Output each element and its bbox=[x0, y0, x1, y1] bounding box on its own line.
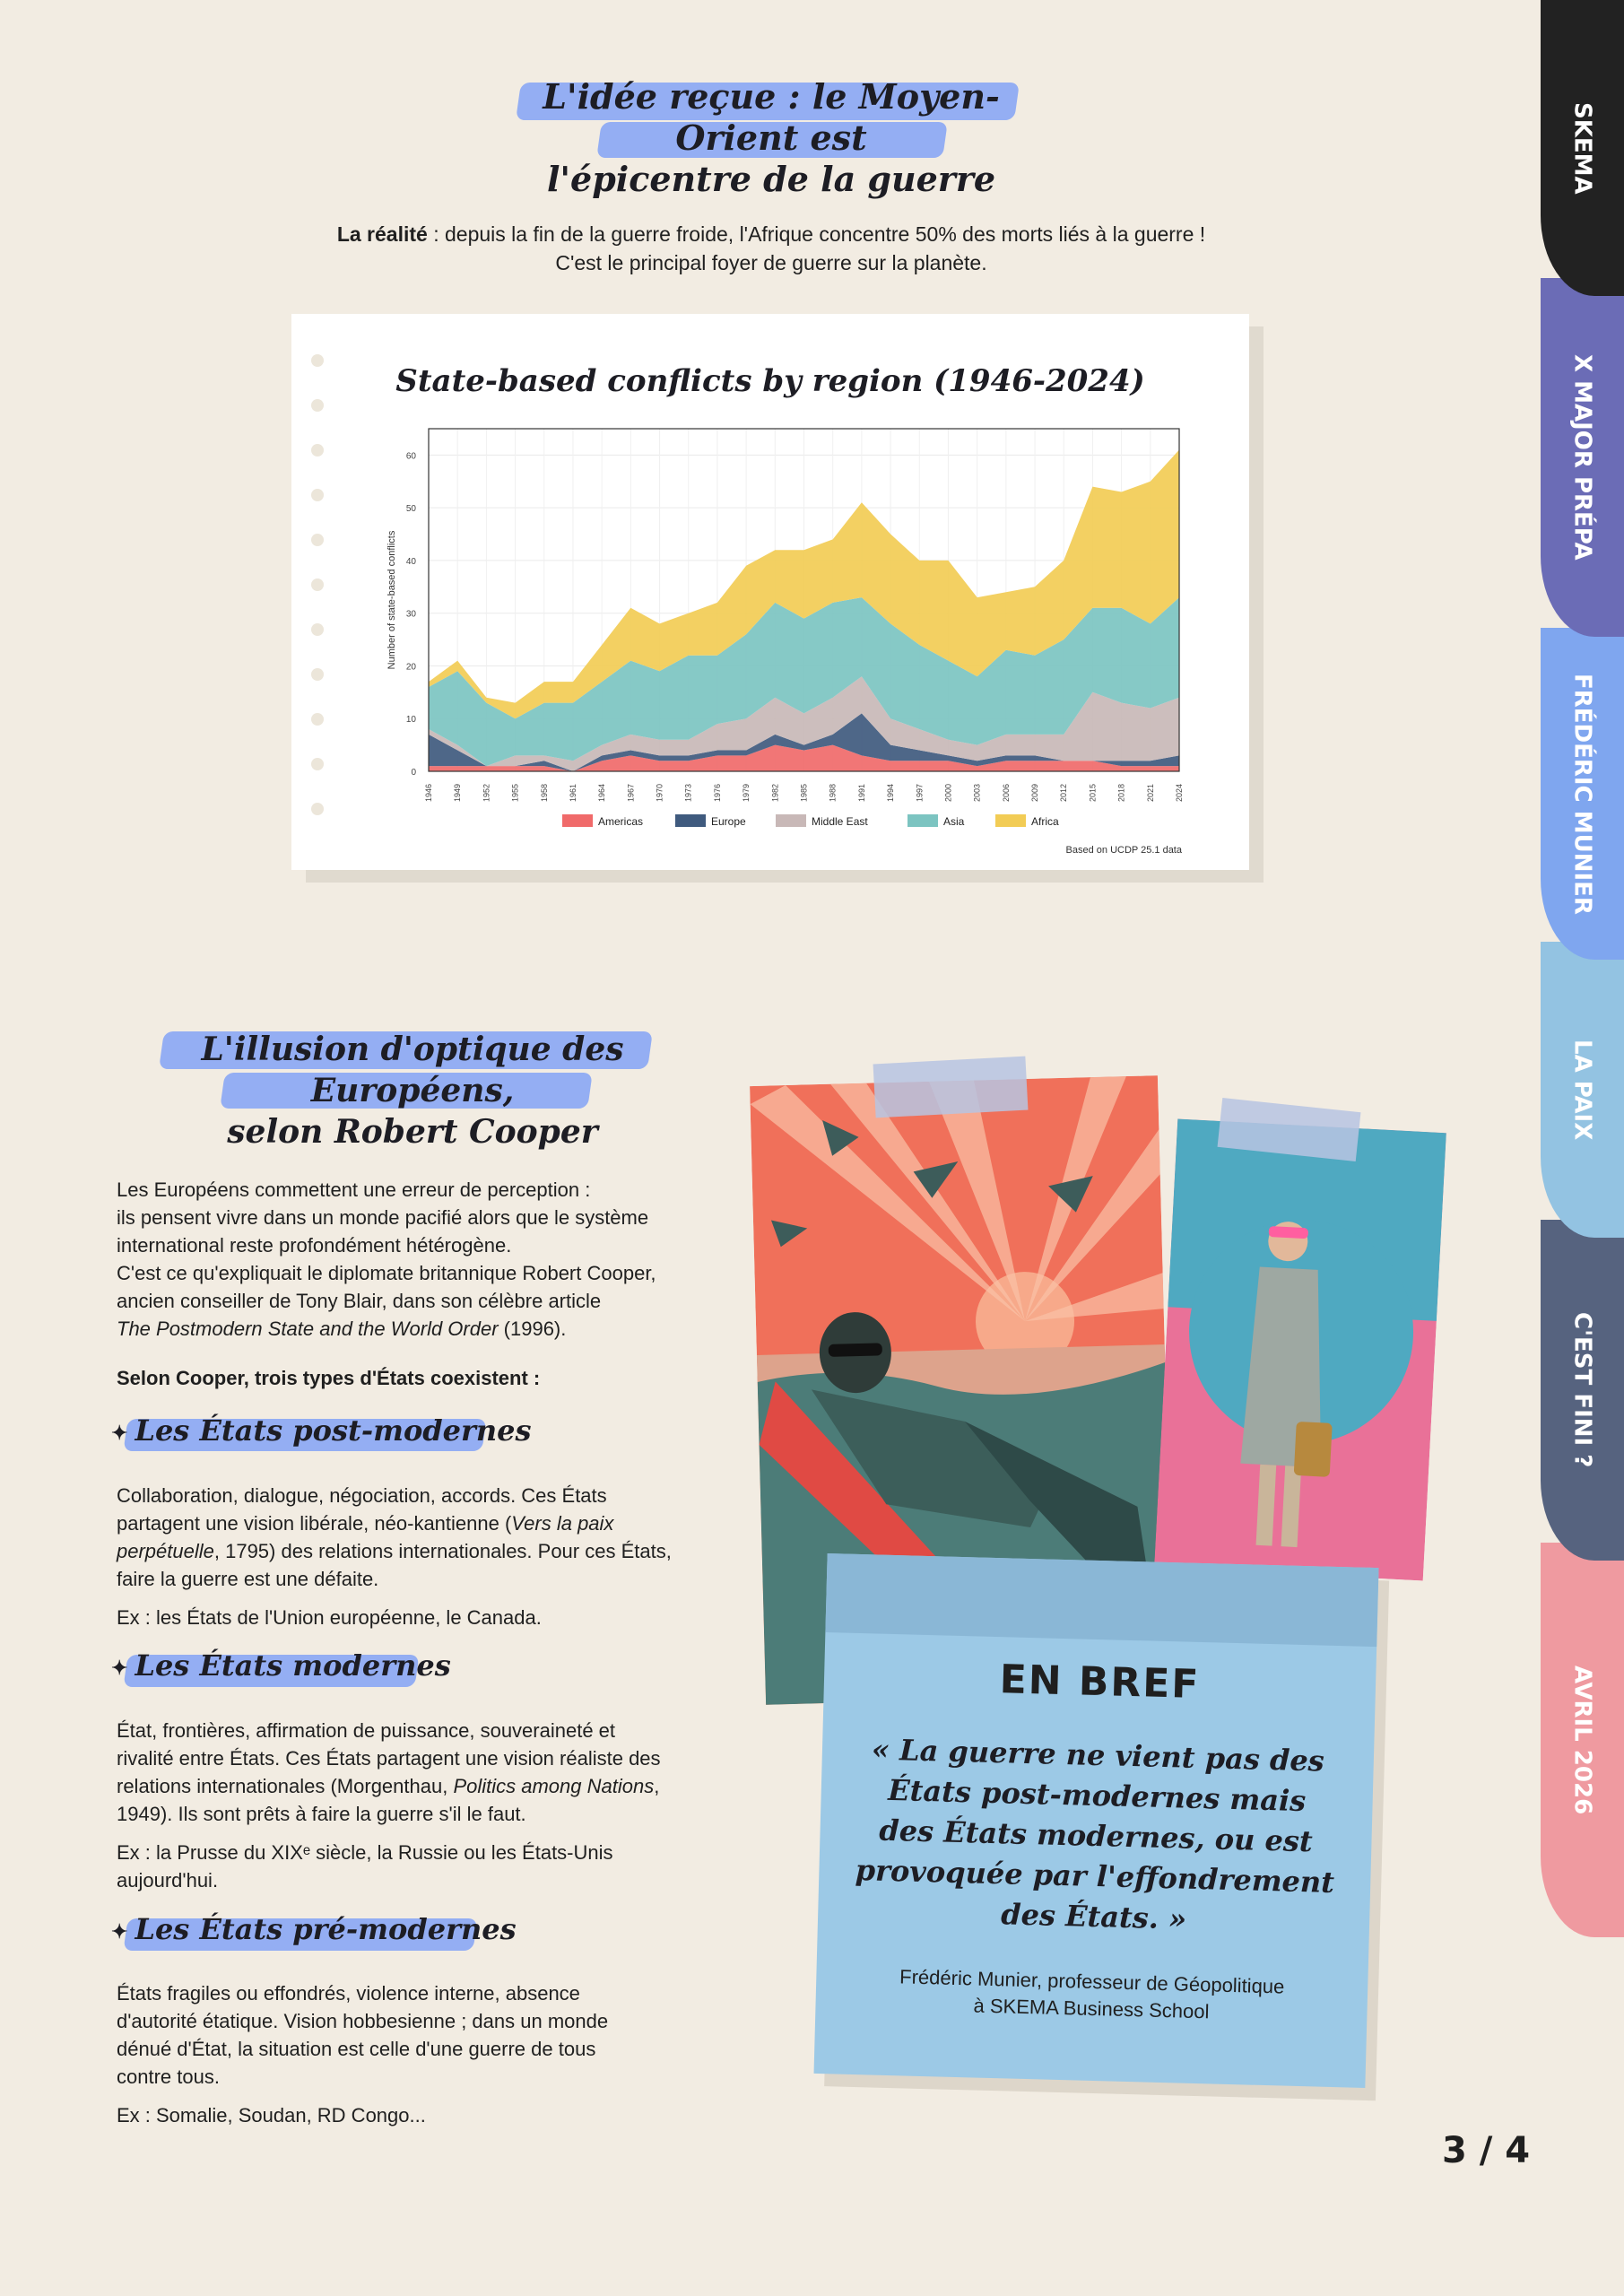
tab-5[interactable] bbox=[1541, 1220, 1624, 1561]
note-quote: « La guerre ne vient pas des États post-modernes mais des États modernes, ou est provoquée par l'effondrement des États. » bbox=[855, 1732, 1335, 1936]
x-tick-label: 1994 bbox=[886, 784, 896, 803]
x-tick-label: 2003 bbox=[972, 784, 982, 803]
title2-line-2: selon Robert Cooper bbox=[227, 1113, 598, 1151]
x-tick-label: 2015 bbox=[1088, 784, 1098, 803]
section-title-idee-recue bbox=[502, 76, 1040, 200]
book-title: Politics among Nations bbox=[453, 1775, 655, 1797]
text-span: , bbox=[654, 1775, 660, 1797]
text-span: relations internationales (Morgenthau, bbox=[117, 1775, 454, 1797]
title2-line-1: L'illusion d'optique des Européens, bbox=[201, 1031, 624, 1109]
x-tick-label: 2012 bbox=[1059, 784, 1069, 803]
tab-3[interactable] bbox=[1541, 628, 1624, 960]
x-tick-label: 1967 bbox=[626, 784, 636, 803]
sparkle-icon: ✦ bbox=[111, 1656, 128, 1680]
author-line: à SKEMA Business School bbox=[973, 1994, 1210, 2023]
tab-1[interactable] bbox=[1541, 0, 1624, 296]
body-line bbox=[117, 1537, 726, 1565]
chart-source: Based on UCDP 25.1 data bbox=[1065, 845, 1182, 856]
body-line bbox=[117, 1509, 726, 1537]
page-number: 3 / 4 bbox=[1442, 2130, 1531, 2171]
subheading-text: Les États modernes bbox=[135, 1648, 451, 1683]
legend-label: Americas bbox=[598, 815, 644, 828]
tab-label: LA PAIX bbox=[1568, 1039, 1596, 1141]
x-tick-label: 1952 bbox=[482, 784, 491, 803]
x-tick-label: 1976 bbox=[712, 784, 722, 803]
body-line: 1949). Ils sont prêts à faire la guerre s'il le faut. bbox=[117, 1803, 526, 1825]
note-tape bbox=[825, 1553, 1378, 1647]
intro-line: ancien conseiller de Tony Blair, dans son célèbre article bbox=[117, 1290, 602, 1312]
body-line: État, frontières, affirmation de puissance, souveraineté et bbox=[117, 1719, 616, 1742]
subheading-premodern bbox=[111, 1912, 517, 1946]
note-author bbox=[842, 1962, 1341, 2030]
x-tick-label: 1955 bbox=[510, 784, 520, 803]
body-line: dénué d'État, la situation est celle d'une guerre de tous bbox=[117, 2038, 596, 2060]
types-heading: Selon Cooper, trois types d'États coexistent : bbox=[117, 1367, 541, 1389]
x-tick-label: 1958 bbox=[539, 784, 549, 803]
section-title-illusion bbox=[152, 1029, 673, 1152]
x-tick-label: 2009 bbox=[1030, 784, 1040, 803]
tab-6[interactable] bbox=[1541, 1543, 1624, 1937]
body-line: d'autorité étatique. Vision hobbesienne ; dans un monde bbox=[117, 2010, 609, 2032]
subheading-postmodern bbox=[111, 1413, 532, 1448]
body-line: contre tous. bbox=[117, 2066, 220, 2088]
tab-label: X MAJOR PRÉPA bbox=[1568, 354, 1596, 561]
y-tick-label: 60 bbox=[405, 451, 416, 462]
y-tick-label: 0 bbox=[411, 768, 416, 778]
x-tick-label: 1982 bbox=[770, 784, 780, 803]
intro-line: Les Européens commettent une erreur de perception : bbox=[117, 1178, 591, 1201]
body-line bbox=[117, 1772, 726, 1800]
article-title: The Postmodern State and the World Order bbox=[117, 1318, 499, 1340]
chart-card bbox=[291, 314, 1249, 870]
reality-text-2: C'est le principal foyer de guerre sur la planète. bbox=[555, 251, 987, 274]
tab-4[interactable] bbox=[1541, 942, 1624, 1238]
intro-line: C'est ce qu'expliquait le diplomate britannique Robert Cooper, bbox=[117, 1262, 656, 1284]
intro-line: international reste profondément hétérogène. bbox=[117, 1234, 512, 1257]
tab-label: C'EST FINI ? bbox=[1568, 1312, 1596, 1468]
x-tick-label: 1997 bbox=[915, 784, 925, 803]
modern-text bbox=[117, 1717, 726, 1894]
example-line: Ex : Somalie, Soudan, RD Congo... bbox=[117, 2104, 426, 2126]
title-line-1: L'idée reçue : le Moyen-Orient est bbox=[543, 76, 1000, 158]
author-line: Frédéric Munier, professeur de Géopolitique bbox=[899, 1965, 1285, 1998]
tab-label: AVRIL 2026 bbox=[1568, 1665, 1596, 1815]
body-line: États fragiles ou effondrés, violence interne, absence bbox=[117, 1982, 580, 2005]
legend-label: Europe bbox=[711, 815, 746, 828]
x-tick-label: 2024 bbox=[1175, 784, 1184, 803]
book-title: perpétuelle bbox=[117, 1540, 214, 1562]
x-tick-label: 1988 bbox=[828, 784, 838, 803]
y-tick-label: 30 bbox=[405, 609, 416, 620]
legend-label: Asia bbox=[943, 815, 965, 828]
sparkle-icon: ✦ bbox=[111, 1421, 128, 1445]
cooper-intro bbox=[117, 1176, 726, 1392]
tab-label: FRÉDÉRIC MUNIER bbox=[1568, 673, 1596, 915]
x-tick-label: 1961 bbox=[568, 784, 578, 803]
tab-label: SKEMA bbox=[1568, 101, 1596, 195]
x-tick-label: 1964 bbox=[597, 784, 607, 803]
tape bbox=[873, 1057, 1029, 1118]
y-tick-label: 40 bbox=[405, 556, 416, 567]
reality-label: La réalité bbox=[336, 222, 428, 246]
reality-intro bbox=[269, 220, 1273, 277]
example-line: Ex : la Prusse du XIXᵉ siècle, la Russie ou les États-Unis bbox=[117, 1841, 613, 1864]
example-line: Ex : les États de l'Union européenne, le Canada. bbox=[117, 1606, 542, 1629]
note-title: EN BREF bbox=[999, 1657, 1202, 1708]
title-line-2: l'épicentre de la guerre bbox=[546, 159, 996, 199]
en-bref-note bbox=[814, 1553, 1379, 2088]
text-span: , 1795) des relations internationales. Pour ces États, bbox=[213, 1540, 672, 1562]
x-tick-label: 2018 bbox=[1116, 784, 1126, 803]
x-tick-label: 1946 bbox=[424, 784, 433, 803]
subheading-text: Les États post-modernes bbox=[135, 1413, 532, 1448]
body-line: faire la guerre est une défaite. bbox=[117, 1568, 379, 1590]
x-tick-label: 1979 bbox=[742, 784, 751, 803]
illustration-old-man bbox=[1154, 1118, 1446, 1580]
subheading-modern bbox=[111, 1648, 451, 1683]
intro-line: ils pensent vivre dans un monde pacifié alors que le système bbox=[117, 1206, 649, 1229]
x-tick-label: 2021 bbox=[1145, 784, 1155, 803]
tab-2[interactable] bbox=[1541, 278, 1624, 637]
x-tick-label: 1985 bbox=[799, 784, 809, 803]
sparkle-icon: ✦ bbox=[111, 1919, 128, 1944]
reality-text: : depuis la fin de la guerre froide, l'Afrique concentre 50% des morts liés à la guerre ! bbox=[427, 222, 1206, 246]
legend-swatch bbox=[562, 814, 593, 827]
article-year: (1996). bbox=[498, 1318, 567, 1340]
x-tick-label: 1991 bbox=[856, 784, 866, 803]
legend-swatch bbox=[908, 814, 938, 827]
y-tick-label: 50 bbox=[405, 504, 416, 515]
example-line: aujourd'hui. bbox=[117, 1869, 219, 1892]
postmodern-text bbox=[117, 1482, 726, 1631]
legend-label: Africa bbox=[1031, 815, 1059, 828]
legend-label: Middle East bbox=[812, 815, 868, 828]
premodern-text bbox=[117, 1979, 726, 2129]
intro-line bbox=[117, 1315, 726, 1343]
y-tick-label: 20 bbox=[405, 662, 416, 673]
x-tick-label: 2000 bbox=[943, 784, 953, 803]
x-tick-label: 1949 bbox=[453, 784, 463, 803]
x-tick-label: 2006 bbox=[1001, 784, 1011, 803]
legend-swatch bbox=[995, 814, 1026, 827]
text-span: partagent une vision libérale, néo-kantienne ( bbox=[117, 1512, 512, 1535]
legend-swatch bbox=[675, 814, 706, 827]
x-tick-label: 1970 bbox=[655, 784, 664, 803]
y-axis-label: Number of state-based conflicts bbox=[386, 530, 397, 670]
subheading-text: Les États pré-modernes bbox=[135, 1912, 517, 1946]
chart-title: State-based conflicts by region (1946-2024) bbox=[395, 363, 1145, 399]
body-line: Collaboration, dialogue, négociation, accords. Ces États bbox=[117, 1484, 607, 1507]
book-title: Vers la paix bbox=[511, 1512, 614, 1535]
y-tick-label: 10 bbox=[405, 715, 416, 726]
body-line: rivalité entre États. Ces États partagent une vision réaliste des bbox=[117, 1747, 661, 1770]
x-tick-label: 1973 bbox=[683, 784, 693, 803]
legend-swatch bbox=[776, 814, 806, 827]
